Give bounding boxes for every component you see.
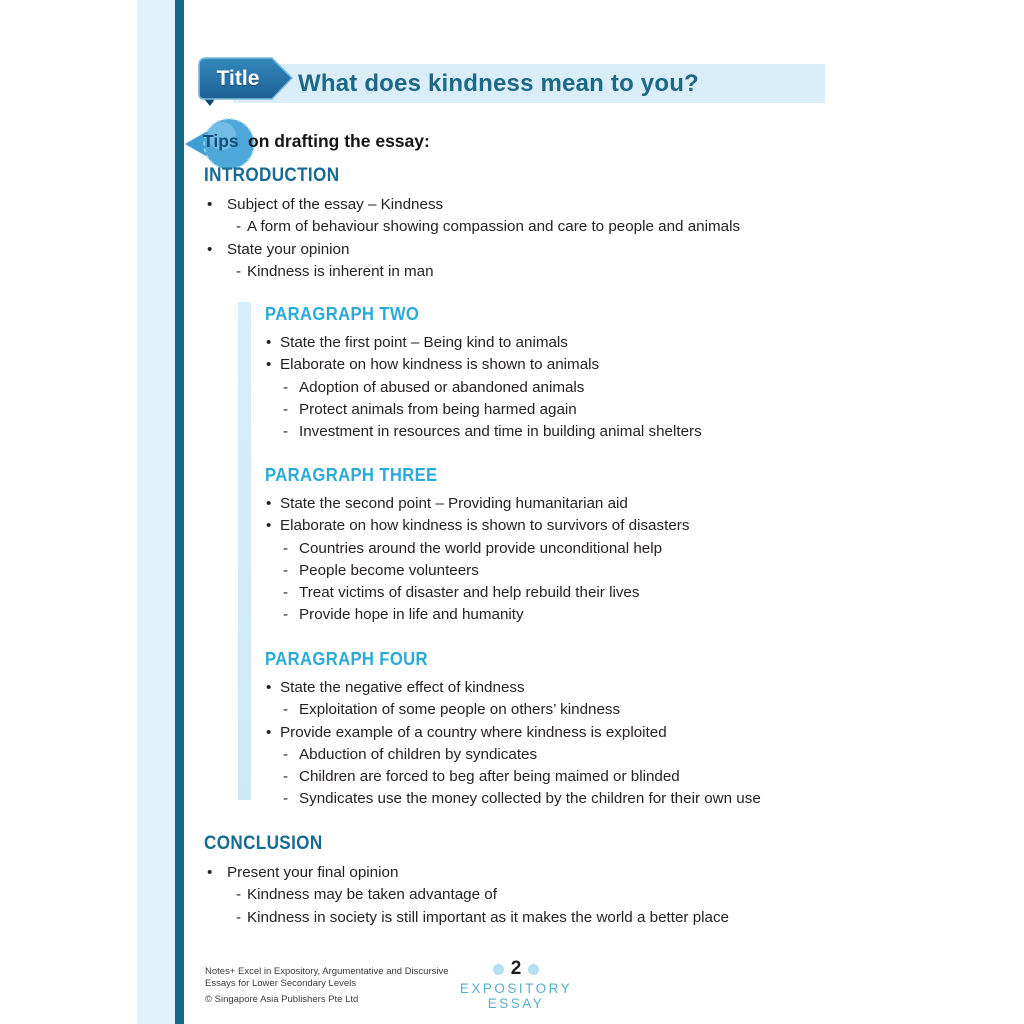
section-conclusion bbox=[204, 833, 849, 929]
outline-item: - Investment in resources and time in building animal shelters bbox=[265, 421, 870, 443]
outline-item: - Kindness is inherent in man bbox=[204, 261, 849, 283]
outline-item: - Provide hope in life and humanity bbox=[265, 604, 870, 626]
imprint-line: Essays for Lower Secondary Levels bbox=[205, 978, 357, 989]
tips-heading-text: on drafting the essay: bbox=[248, 131, 430, 151]
outline-item: • Elaborate on how kindness is shown to animals bbox=[265, 354, 870, 376]
tips-label: Tips bbox=[203, 131, 239, 151]
paragraph-indent-bar bbox=[238, 302, 251, 800]
outline-item: • State the negative effect of kindness bbox=[265, 677, 870, 699]
outline-item: - Syndicates use the money collected by the children for their own use bbox=[265, 788, 870, 810]
page-number-block bbox=[436, 958, 596, 1011]
section-heading-paragraph-three: PARAGRAPH THREE bbox=[265, 464, 438, 485]
outline-item: - Countries around the world provide unconditional help bbox=[265, 538, 870, 560]
section-paragraph-two bbox=[265, 303, 870, 443]
section-heading-paragraph-four: PARAGRAPH FOUR bbox=[265, 648, 428, 669]
outline-item: • State the second point – Providing humanitarian aid bbox=[265, 493, 870, 515]
section-heading-paragraph-two: PARAGRAPH TWO bbox=[265, 303, 420, 324]
imprint-line: Notes+ Excel in Expository, Argumentative and Discursive bbox=[205, 966, 449, 977]
section-paragraph-four bbox=[265, 648, 870, 811]
title-badge-label: Title bbox=[216, 67, 260, 90]
section-heading-introduction: INTRODUCTION bbox=[204, 165, 340, 186]
page-number: 2 bbox=[510, 958, 522, 979]
left-margin-stripe bbox=[137, 0, 175, 1024]
outline-item: • Present your final opinion bbox=[204, 862, 849, 884]
outline-item: - Kindness may be taken advantage of bbox=[204, 884, 849, 906]
page-title: What does kindness mean to you? bbox=[298, 69, 699, 97]
page-number-dot-icon bbox=[528, 964, 539, 975]
page-number-dot-icon bbox=[493, 964, 504, 975]
outline-item: - Kindness in society is still important as it makes the world a better place bbox=[204, 907, 849, 929]
title-banner bbox=[233, 64, 825, 103]
outline-item: - Protect animals from being harmed again bbox=[265, 399, 870, 421]
series-label: EXPOSITORY ESSAY bbox=[459, 981, 573, 1011]
section-paragraph-three bbox=[265, 464, 870, 627]
outline-item: • State the first point – Being kind to animals bbox=[265, 332, 870, 354]
outline-item: - Exploitation of some people on others’ kindness bbox=[265, 699, 870, 721]
imprint bbox=[205, 966, 465, 1006]
section-heading-conclusion: CONCLUSION bbox=[204, 833, 323, 854]
outline-item: • State your opinion bbox=[204, 239, 849, 261]
outline-item: • Elaborate on how kindness is shown to survivors of disasters bbox=[265, 515, 870, 537]
outline-item: • Subject of the essay – Kindness bbox=[204, 194, 849, 216]
section-introduction bbox=[204, 165, 849, 283]
left-margin-rule bbox=[175, 0, 184, 1024]
outline-item: - Children are forced to beg after being maimed or blinded bbox=[265, 766, 870, 788]
outline-item: - Adoption of abused or abandoned animals bbox=[265, 377, 870, 399]
copyright-line: © Singapore Asia Publishers Pte Ltd bbox=[205, 994, 359, 1005]
outline-item: - Treat victims of disaster and help rebuild their lives bbox=[265, 582, 870, 604]
outline-item: - Abduction of children by syndicates bbox=[265, 744, 870, 766]
outline-item: - People become volunteers bbox=[265, 560, 870, 582]
outline-item: • Provide example of a country where kindness is exploited bbox=[265, 722, 870, 744]
outline-item: - A form of behaviour showing compassion and care to people and animals bbox=[204, 216, 849, 238]
title-badge bbox=[196, 56, 296, 108]
